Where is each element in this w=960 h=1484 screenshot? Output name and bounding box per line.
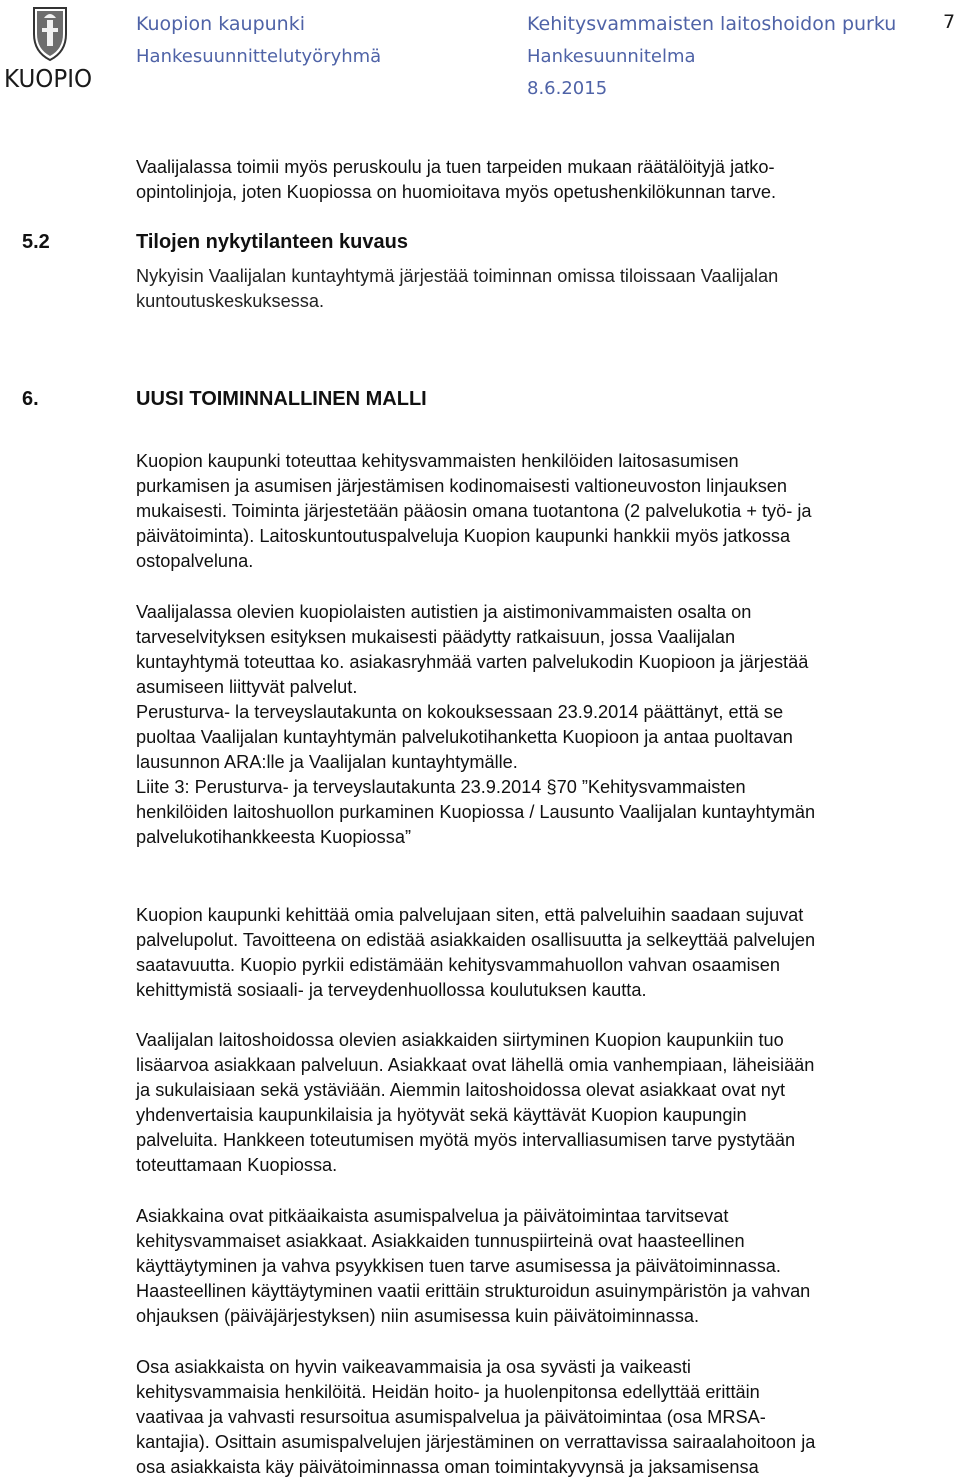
chapter-heading: UUSI TOIMINNALLINEN MALLI [136,388,427,410]
text-line: kehitysvammaiset asiakkaat. Asiakkaiden tunnuspiirteinä ovat haasteellinen [136,1231,745,1251]
text-line: ohjauksen (päiväjärjestyksen) niin asumisessa kuin päivätoiminnassa. [136,1306,700,1326]
text-line: puoltaa Vaalijalan kuntayhtymän palvelukotihanketta Kuopioon ja antaa puoltavan [136,727,793,747]
text-line: Vaalijalassa toimii myös peruskoulu ja tuen tarpeiden mukaan räätälöityjä jatko- [136,157,775,177]
text-line: toteuttamaan Kuopiossa. [136,1155,338,1175]
header-subtitle: Hankesuunnitelma [527,46,696,67]
text-line: purkamisen ja asumisen järjestämisen kodinomaisesti valtioneuvoston linjauksen [136,476,788,496]
text-line: Kuopion kaupunki kehittää omia palvelujaan siten, että palveluihin saadaan sujuvat [136,905,804,925]
text-line: Liite 3: Perusturva- ja terveyslautakunta 23.9.2014 §70 ”Kehitysvammaisten [136,777,746,797]
text-line: ja sukulaisiaan sekä ystäviään. Aiemmin laitoshoidossa olevat asiakkaat ovat nyt [136,1080,786,1100]
text-line: Perusturva- la terveyslautakunta on kokouksessaan 23.9.2014 päättänyt, että se [136,702,784,722]
text-line: lausunnon ARA:lle ja Vaalijalan kuntayhtymälle. [136,752,518,772]
coat-of-arms-icon [4,4,96,64]
text-line: kuntoutuskeskuksessa. [136,291,325,311]
text-line: Osa asiakkaista on hyvin vaikeavammaisia ja osa syvästi ja vaikeasti [136,1357,691,1377]
paragraph [136,903,956,1003]
text-line: henkilöiden laitoshuollon purkaminen Kuopiossa / Lausunto Vaalijalan kuntayhtymän [136,802,816,822]
paragraph [136,1204,956,1329]
text-line: saatavuutta. Kuopio pyrkii edistämään kehitysvammahuollon vahvan osaamisen [136,955,780,975]
text-line: Kuopion kaupunki toteuttaa kehitysvammaisten henkilöiden laitosasumisen [136,451,739,471]
text-line: palvelukotihankkeesta Kuopiossa” [136,827,412,847]
section-number: 5.2 [22,231,50,253]
paragraph [136,1028,956,1178]
intro-paragraph [136,155,956,205]
paragraph [136,449,956,574]
paragraph [136,1355,956,1480]
page-number: 7 [943,11,956,33]
text-line: osa asiakkaista käy päivätoiminnassa oman toimintakyvynsä ja jaksamisensa [136,1457,759,1477]
header-title: Kehitysvammaisten laitoshoidon purku [527,13,897,35]
text-line: Nykyisin Vaalijalan kuntayhtymä järjestää toiminnan omissa tiloissaan Vaalijalan [136,266,779,286]
text-line: Vaalijalassa olevien kuopiolaisten autistien ja aistimonivammaisten osalta on [136,602,752,622]
text-line: kantajia). Osittain asumispalvelujen järjestäminen on verrattavissa sairaalahoitoon ja [136,1432,816,1452]
text-line: kuntayhtymä toteuttaa ko. asiakasryhmää varten palvelukodin Kuopioon ja järjestää [136,652,809,672]
header-date: 8.6.2015 [527,78,608,99]
kuopio-logo [4,4,96,100]
text-line: palvelupolut. Tavoitteena on edistää asiakkaiden osallisuutta ja selkeyttää palvelujen [136,930,816,950]
logo-wordmark: KUOPIO [4,64,93,93]
text-line: vaativaa ja vahvasti resursoitua asumispalvelua ja päivätoimintaa (osa MRSA- [136,1407,766,1427]
text-line: opintolinjoja, joten Kuopiossa on huomioitava myös opetushenkilökunnan tarve. [136,182,777,202]
text-line: asumiseen liittyvät palvelut. [136,677,358,697]
text-line: Vaalijalan laitoshoidossa olevien asiakkaiden siirtyminen Kuopion kaupunkiin tuo [136,1030,784,1050]
text-line: palveluita. Hankkeen toteutumisen myötä myös intervalliasumisen tarve pystytään [136,1130,796,1150]
text-line: Haasteellinen käyttäytyminen vaatii erittäin strukturoidun asuinympäristön ja vahvan [136,1281,811,1301]
section-5-2-paragraph [136,264,956,314]
header-group: Hankesuunnittelutyöryhmä [136,46,382,67]
section-heading: Tilojen nykytilanteen kuvaus [136,231,408,253]
chapter-number: 6. [22,388,39,410]
text-line: mukaisesti. Toiminta järjestetään pääosin omana tuotantona (2 palvelukotia + työ- ja [136,501,812,521]
text-line: tarveselvityksen esityksen mukaisesti päädytty ratkaisuun, jossa Vaalijalan [136,627,736,647]
text-line: lisäarvoa asiakkaan palveluun. Asiakkaat ovat lähellä omia vanhempiaan, läheisiään [136,1055,815,1075]
text-line: Asiakkaina ovat pitkäaikaista asumispalvelua ja päivätoimintaa tarvitsevat [136,1206,729,1226]
text-line: käyttäytyminen ja vahva psyykkisen tuen tarve asumisessa ja päivätoiminnassa. [136,1256,781,1276]
paragraph [136,600,956,850]
text-line: ostopalveluna. [136,551,254,571]
text-line: yhdenvertaisia kaupunkilaisia ja hyötyvät sekä käyttävät Kuopion kaupungin [136,1105,747,1125]
text-line: kehittymistä sosiaali- ja terveydenhuollossa koulutuksen kautta. [136,980,647,1000]
text-line: päivätoiminta). Laitoskuntoutuspalveluja Kuopion kaupunki hankkii myös jatkossa [136,526,791,546]
header-org: Kuopion kaupunki [136,13,306,35]
text-line: kehitysvammaisia henkilöitä. Heidän hoito- ja huolenpitonsa edellyttää erittäin [136,1382,760,1402]
